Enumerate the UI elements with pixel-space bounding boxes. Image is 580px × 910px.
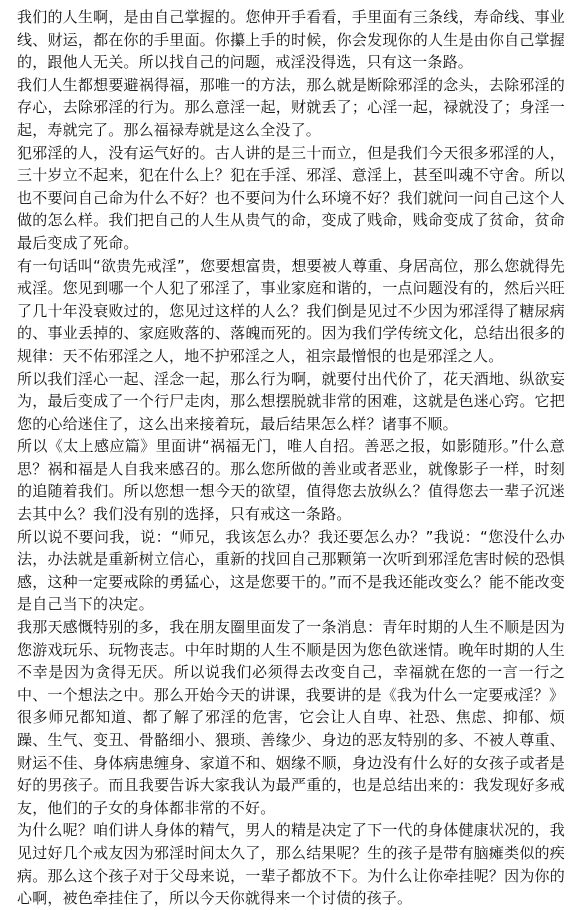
paragraph-harms-list: 很多师兄都知道、都了解了邪淫的危害，它会让人自卑、社恐、焦虑、抑郁、烦躁、生气、变丑、骨骼细小、猥琐、善缘少、身边的恶友特别的多、不被人尊重、财运不佳、身体病患缠身、家道不和、姻缘不顺，身边没有什么好的女孩子或者是好的男孩子。而且我要告诉大家我认为最严重的，也是总结出来的：我发现好多戒友，他们的子女的身体都非常的不好。	[17, 708, 565, 817]
paragraph-taishang-ganying: 所以《太上感应篇》里面讲“祸福无门，唯人自招。善恶之报，如影随形。”什么意思？祸和福是人自我来感召的。那么您所做的善业或者恶业，就像影子一样，时刻的追随着我们。所以您想一想今天的欲望，值得您去放纵么？值得您去一辈子沉迷去其中么？我们没有别的选择，只有戒这一条路。	[17, 437, 565, 524]
paragraph-hands-lines: 我们的人生啊，是由自己掌握的。您伸开手看看，手里面有三条线，寿命线、事业线、财运，都在你的手里面。你攥上手的时候，你会发现你的人生是由你自己掌握的，跟他人无关。所以找自己的问题，戒淫没得选，只有这一条路。	[17, 8, 565, 72]
document-body	[17, 6, 565, 910]
paragraph-children-health: 为什么呢？咱们讲人身体的精气，男人的精是决定了下一代的身体健康状况的，我见过好几个戒友因为邪淫时间太久了，那么结果呢？生的孩子是带有脑瘫类似的疾病。那么这个孩子对于父母来说，一辈子都放不下。为什么让你牵挂呢？因为你的心啊，被色牵挂住了，所以今天你就得来一个讨债的孩子。	[17, 821, 565, 908]
paragraph-wealth-quote: 有一句话叫“欲贵先戒淫”，您要想富贵，想要被人尊重、身居高位，那么您就得先戒淫。您见到哪一个人犯了邪淫了，事业家庭和谐的，一点问题没有的，然后兴旺了几十年没衰败过的，您见过这样的人么？我们倒是见过不少因为邪淫得了糖尿病的、事业丢掉的、家庭败落的、落魄而死的。因为我们学传统文化，总结出很多的规律：天不佑邪淫之人，地不护邪淫之人，祖宗最憎恨的也是邪淫之人。	[17, 256, 565, 365]
paragraph-what-to-do: 所以说不要问我，说：“师兄，我该怎么办？我还要怎么办？”我说：“您没什么办法，办法就是重新树立信心，重新的找回自己那颗第一次听到邪淫危害时候的恐惧感，这种一定要戒除的勇猛心，这是您要干的。”而不是我还能改变么？能不能改变是自己当下的决定。	[17, 527, 565, 614]
paragraph-avoid-misfortune: 我们人生都想要避祸得福，那唯一的方法，那么就是断除邪淫的念头，去除邪淫的存心，去除邪淫的行为。那么意淫一起，财就丢了；心淫一起，禄就没了；身淫一起，寿就完了。那么福禄寿就是这么全没了。	[17, 75, 565, 139]
paragraph-moments-post: 我那天感慨特别的多，我在朋友圈里面发了一条消息：青年时期的人生不顺是因为您游戏玩乐、玩物丧志。中年时期的人生不顺是因为您色欲迷情。晚年时期的人生不幸是因为贪得无厌。所以说我们必须得去改变自己，幸福就在您的一言一行之中、一个想法之中。那么开始今天的讲课，我要讲的是《我为什么一定要戒淫？》	[17, 618, 565, 704]
paragraph-lust-consequences: 所以我们淫心一起、淫念一起，那么行为啊，就要付出代价了，花天酒地、纵欲妄为，最后变成了一个行尸走肉，那么想摆脱就非常的困难，这就是色迷心窍。它把您的心给迷住了，这么出来接着玩，最后结果怎么样？诸事不顺。	[17, 369, 565, 433]
paragraph-bad-luck: 犯邪淫的人，没有运气好的。古人讲的是三十而立，但是我们今天很多邪淫的人，三十岁立不起来，犯在什么上？犯在手淫、邪淫、意淫上，甚至叫魂不守舍。所以也不要问自己命为什么不好？也不要问为什么环境不好？我们就问一问自己这个人做的怎么样。我们把自己的人生从贵气的命，变成了贱命，贱命变成了贫命，贫命最后变成了死命。	[17, 143, 565, 252]
